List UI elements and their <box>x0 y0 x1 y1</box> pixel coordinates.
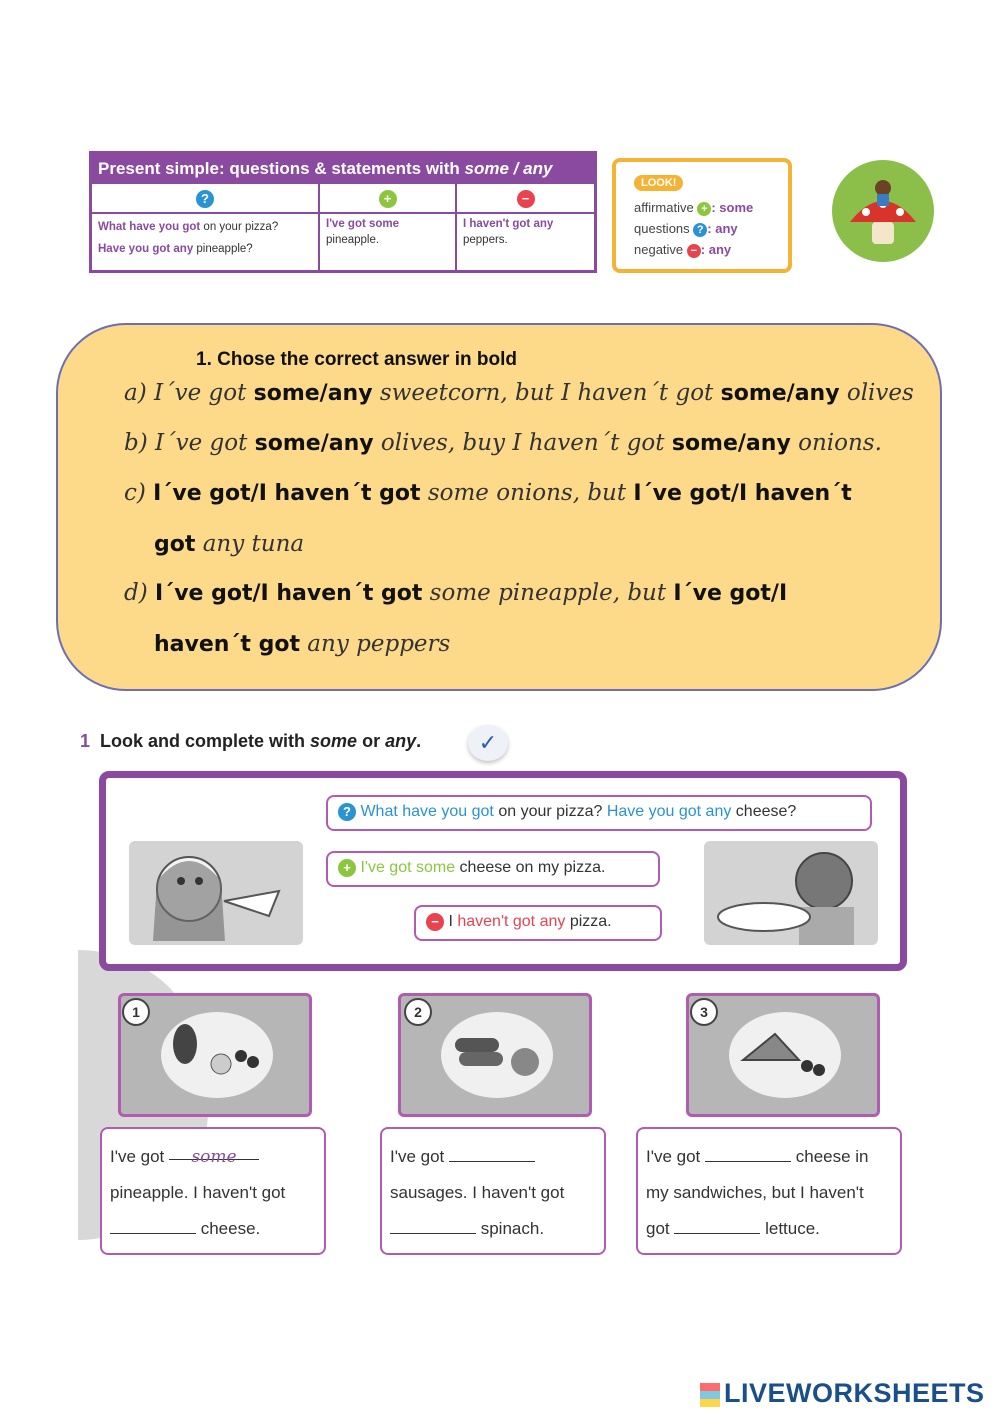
option-some-any[interactable]: some/any <box>720 381 840 406</box>
affirmative-bubble: + I've got some cheese on my pizza. <box>326 851 660 887</box>
option-some-any[interactable]: some/any <box>253 381 373 406</box>
plus-icon: + <box>379 190 397 208</box>
option-got[interactable]: I´ve got/I haven´t got <box>155 581 423 606</box>
grammar-table <box>89 151 597 273</box>
option-got[interactable]: I´ve got/I <box>673 581 788 606</box>
exercise-title: 1. Chose the correct answer in bold <box>196 349 517 370</box>
option-got[interactable]: I´ve got/I haven´t <box>633 481 852 506</box>
exercise-item-b: b) I´ve got some/any olives, buy I haven´t got some/any onions. <box>124 430 882 456</box>
minus-icon: − <box>426 913 444 931</box>
answer-field[interactable] <box>390 1213 476 1234</box>
liveworksheets-icon <box>700 1383 720 1407</box>
exercise-item-c: c) I´ve got/I haven´t got some onions, but I´ve got/I haven´t got any tuna <box>124 480 852 557</box>
boy-with-empty-plate-picture <box>704 841 878 945</box>
sausages-icon <box>441 1004 561 1104</box>
look-badge: LOOK! <box>634 175 683 191</box>
option-got[interactable]: haven´t got <box>154 632 300 657</box>
answer-field[interactable] <box>674 1213 760 1234</box>
question-icon: ? <box>196 190 214 208</box>
answer-field[interactable] <box>705 1141 791 1162</box>
option-some-any[interactable]: some/any <box>254 431 374 456</box>
plus-icon: + <box>697 202 711 216</box>
liveworksheets-logo: LIVEWORKSHEETS <box>700 1378 985 1409</box>
item-3-text: I've got cheese in my sandwiches, but I haven't got lettuce. <box>636 1127 902 1255</box>
item-number: 3 <box>690 998 718 1026</box>
answer-field[interactable]: some <box>169 1139 259 1160</box>
option-some-any[interactable]: some/any <box>671 431 791 456</box>
girl-eating-pizza-picture <box>129 841 303 945</box>
affirmative-column: + I've got some pineapple. <box>320 184 457 270</box>
item-2-text: I've got sausages. I haven't got spinach. <box>380 1127 606 1255</box>
section-heading: 1 Look and complete with some or any. <box>80 731 422 751</box>
question-icon: ? <box>693 223 707 237</box>
grammar-title: Present simple: questions & statements with some / any <box>92 154 594 184</box>
sandwich-icon <box>729 1004 849 1104</box>
option-got[interactable]: I´ve got/I haven´t got <box>153 481 421 506</box>
mushroom-icon <box>832 160 934 262</box>
question-bubble: ? What have you got on your pizza? Have you got any cheese? <box>326 795 872 831</box>
minus-icon: − <box>687 244 701 258</box>
pineapple-fruit-icon <box>161 1004 281 1104</box>
question-icon: ? <box>338 803 356 821</box>
check-answers-button[interactable]: ✓ <box>468 725 508 761</box>
teacher-logo <box>832 160 934 262</box>
minus-icon: − <box>517 190 535 208</box>
answer-field[interactable] <box>110 1213 196 1234</box>
item-1-text: I've got some pineapple. I haven't got cheese. <box>100 1127 326 1255</box>
item-number: 2 <box>404 998 432 1026</box>
plus-icon: + <box>338 859 356 877</box>
negative-column: − I haven't got any peppers. <box>457 184 594 270</box>
look-box: LOOK! affirmative + : some questions ? : any negative − : any <box>612 158 792 273</box>
exercise-item-a: a) I´ve got some/any sweetcorn, but I haven´t got some/any olives <box>124 380 914 406</box>
exercise-item-d: d) I´ve got/I haven´t got some pineapple, but I´ve got/I haven´t got any peppers <box>124 580 788 657</box>
option-got[interactable]: got <box>154 532 196 557</box>
negative-bubble: − I haven't got any pizza. <box>414 905 662 941</box>
item-number: 1 <box>122 998 150 1026</box>
questions-column: ? What have you got on your pizza? Have you got any pineapple? <box>92 184 320 270</box>
answer-field[interactable] <box>449 1141 535 1162</box>
